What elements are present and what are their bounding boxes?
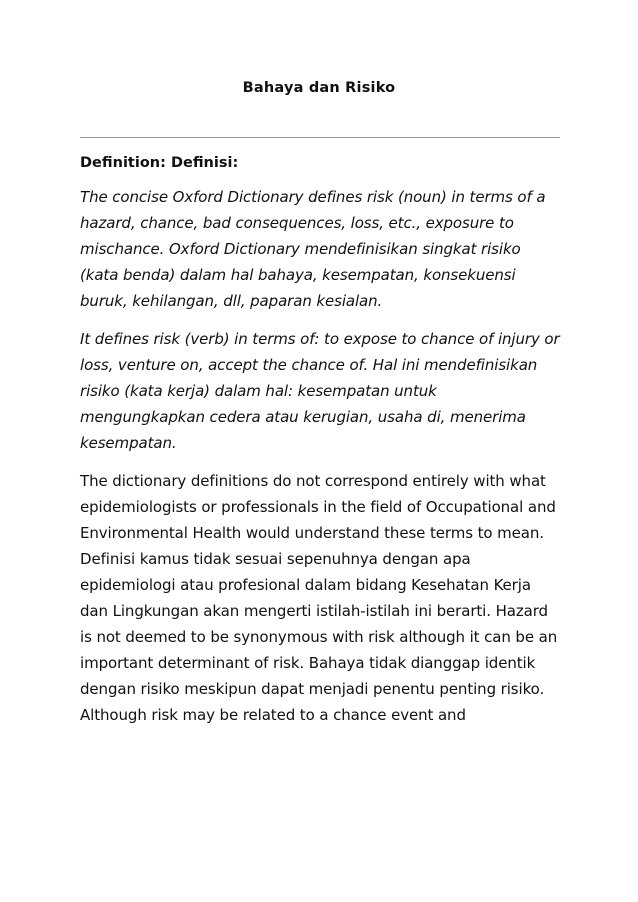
paragraph-risk-noun: The concise Oxford Dictionary defines risk (noun) in terms of a hazard, chance, bad consequences, loss, etc., exposure to mischance. Oxford Dictionary mendefinisikan singkat risiko (kata benda) dalam hal bahaya, kesempatan, konsekuensi buruk, kehilangan, dll, paparan kesialan. xyxy=(80,188,546,310)
paragraph-dictionary-definitions: The dictionary definitions do not correspond entirely with what epidemiologists or professionals in the field of Occupational and Environmental Health would understand these terms to mean. Definisi kamus tidak sesuai sepenuhnya dengan apa epidemiologi atau profesional dalam bidang Kesehatan Kerja dan Lingkungan akan mengerti istilah-istilah ini berarti. Hazard is not deemed to be synonymous with risk although it can be an important determinant of risk. Bahaya tidak dianggap identik dengan risiko meskipun dapat menjadi penentu penting risiko. Although risk may be related to a chance event and xyxy=(80,472,558,724)
document-title: Bahaya dan Risiko xyxy=(242,80,396,96)
document-body xyxy=(80,147,560,740)
section-heading: Definition: Definisi: xyxy=(80,155,239,171)
paragraph-risk-verb: It defines risk (verb) in terms of: to expose to chance of injury or loss, venture on, accept the chance of. Hal ini mendefinisikan risiko (kata kerja) dalam hal: kesempatan untuk mengungkapkan cedera atau kerugian, usaha di, menerima kesempatan. xyxy=(80,330,560,452)
title-divider xyxy=(80,137,560,138)
